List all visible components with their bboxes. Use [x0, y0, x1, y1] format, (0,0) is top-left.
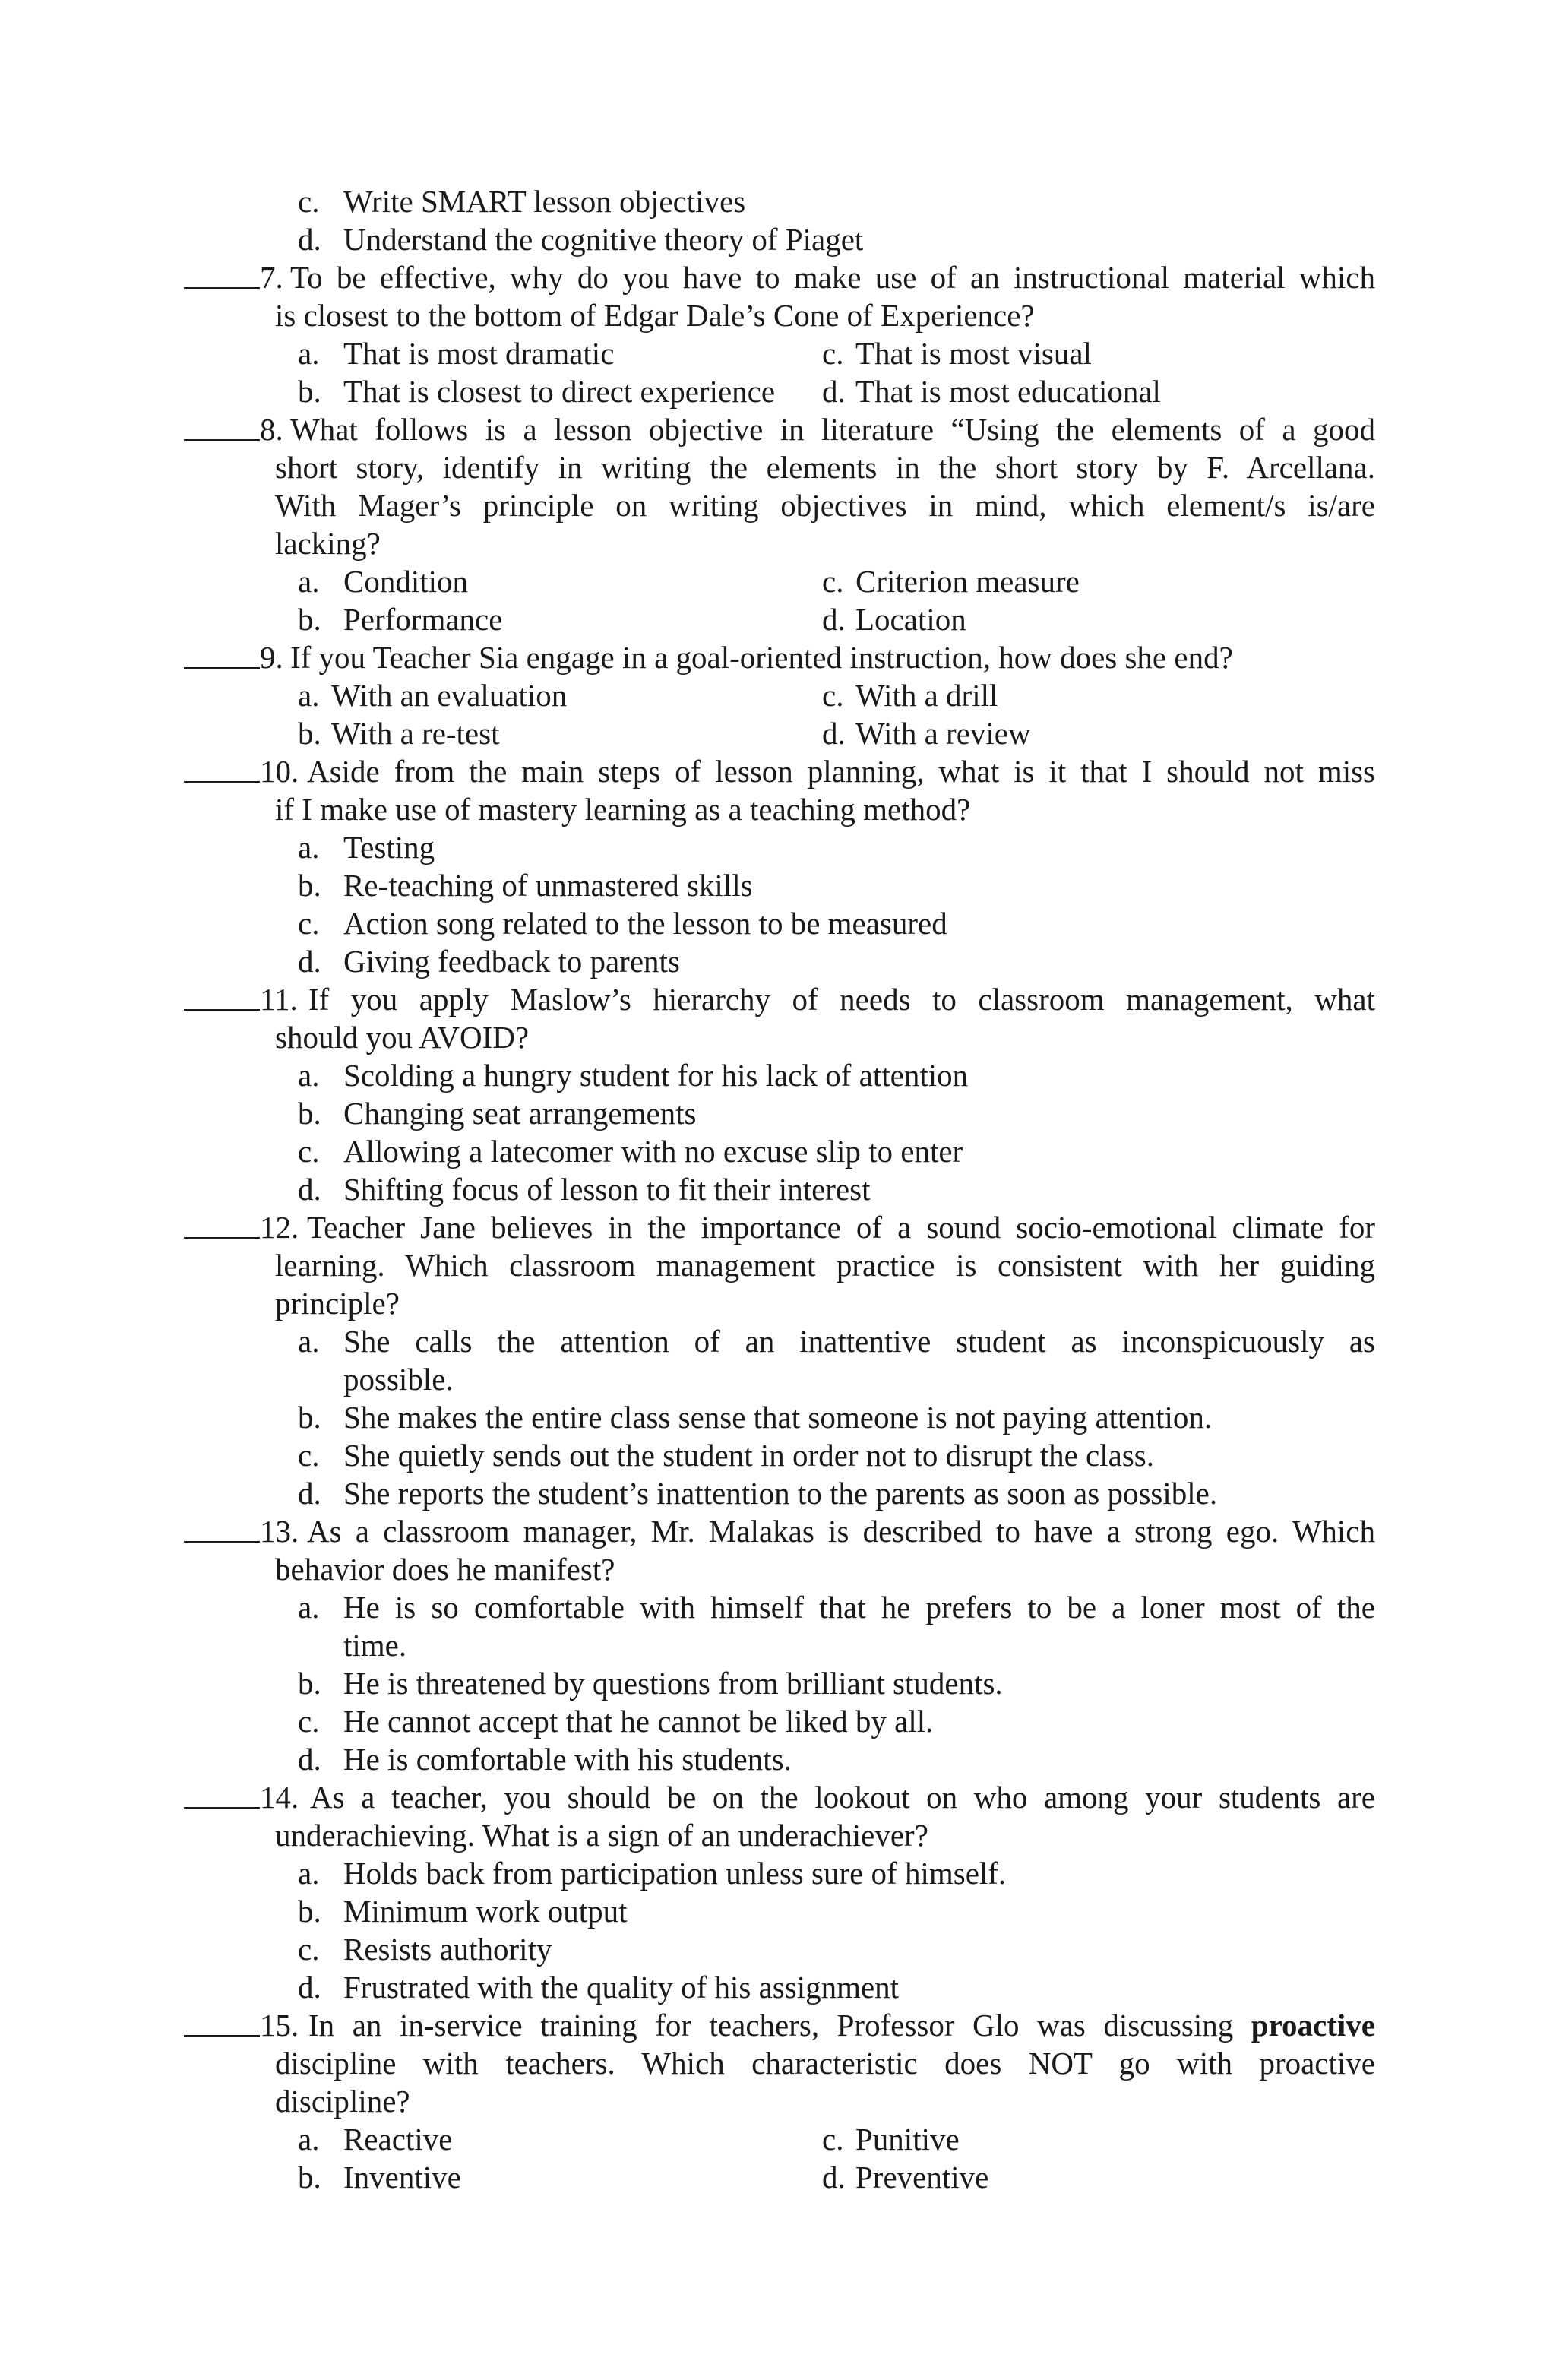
choice-text: With a drill — [855, 678, 998, 713]
choice-letter: c. — [822, 2122, 844, 2157]
choice-letter: d. — [298, 222, 321, 257]
question-8 — [0, 410, 1377, 448]
choice-letter: c. — [298, 1134, 320, 1169]
choice-letter: c. — [822, 678, 844, 713]
question-13 — [0, 1512, 1377, 1550]
question-text: Teacher Jane believes in the importance of a sound socio-emotional climate for — [307, 1210, 1375, 1245]
question-text: discipline? — [275, 2084, 410, 2119]
choice-text: Understand the cognitive theory of Piaget — [343, 222, 864, 257]
choice-letter: a. — [298, 678, 320, 713]
choice-text: Criterion measure — [855, 564, 1080, 599]
choice-letter: d. — [298, 944, 321, 979]
question-14 — [0, 1778, 1377, 1816]
choice-letter: c. — [298, 1704, 320, 1739]
question-text: behavior does he manifest? — [275, 1552, 615, 1587]
choice-letter: a. — [298, 1324, 320, 1359]
question-text: is closest to the bottom of Edgar Dale’s Cone of Experience? — [275, 298, 1035, 333]
choice-letter: c. — [298, 906, 320, 941]
question-text: What follows is a lesson objective in literature “Using the elements of a good — [290, 412, 1375, 447]
question-number: 7. — [260, 260, 283, 295]
question-15 — [0, 2006, 1377, 2044]
choice-text: Punitive — [855, 2122, 960, 2157]
choice-text: Frustrated with the quality of his assignment — [343, 1970, 900, 2005]
question-text: if I make use of mastery learning as a teaching method? — [275, 792, 971, 827]
choice-letter: d. — [822, 716, 846, 751]
question-10 — [0, 752, 1377, 790]
question-text: principle? — [275, 1286, 400, 1321]
question-text: underachieving. What is a sign of an underachiever? — [275, 1818, 928, 1853]
question-7 — [0, 258, 1377, 296]
question-text: short story, identify in writing the elements in the short story by F. Arcellana. — [275, 450, 1375, 485]
choice-text: He cannot accept that he cannot be liked by all. — [343, 1704, 934, 1739]
question-text: To be effective, why do you have to make use of an instructional material which — [290, 260, 1375, 295]
answer-blank[interactable] — [184, 1807, 260, 1809]
question-text-part: In an in-service training for teachers, Professor Glo was discussing — [308, 2008, 1234, 2043]
answer-blank[interactable] — [184, 2035, 260, 2037]
choice-text: That is most visual — [855, 336, 1092, 371]
choice-text: Shifting focus of lesson to fit their interest — [343, 1172, 871, 1207]
choice-text: Scolding a hungry student for his lack of attention — [343, 1058, 969, 1093]
choice-text: With a review — [855, 716, 1031, 751]
choice-letter: b. — [298, 2160, 321, 2195]
question-text: If you apply Maslow’s hierarchy of needs to classroom management, what — [308, 982, 1375, 1017]
choice-letter: d. — [822, 374, 846, 409]
choice-text: He is threatened by questions from brilliant students. — [343, 1666, 1003, 1701]
choice-text: possible. — [343, 1362, 454, 1397]
question-number: 14. — [260, 1780, 299, 1815]
question-text: If you Teacher Sia engage in a goal-oriented instruction, how does she end? — [290, 640, 1233, 675]
choice-text: Re-teaching of unmastered skills — [343, 868, 753, 903]
choice-text: Performance — [343, 602, 503, 637]
question-11 — [0, 980, 1377, 1018]
question-text: learning. Which classroom management practice is consistent with her guiding — [275, 1248, 1375, 1283]
choice-letter: a. — [298, 1856, 320, 1891]
choice-letter: c. — [298, 1438, 320, 1473]
choice-text: She calls the attention of an inattentive student as inconspicuously as — [343, 1324, 1375, 1359]
choice-text: Allowing a latecomer with no excuse slip to enter — [343, 1134, 963, 1169]
answer-blank[interactable] — [184, 1237, 260, 1239]
answer-blank[interactable] — [184, 439, 260, 441]
choice-text: She makes the entire class sense that someone is not paying attention. — [343, 1400, 1213, 1435]
choice-text: She quietly sends out the student in order not to disrupt the class. — [343, 1438, 1155, 1473]
answer-blank[interactable] — [184, 287, 260, 289]
question-text: With Mager’s principle on writing objectives in mind, which element/s is/are — [275, 488, 1375, 523]
choice-letter: b. — [298, 374, 321, 409]
choice-letter: b. — [298, 1096, 321, 1131]
choice-text: He is comfortable with his students. — [343, 1742, 792, 1777]
choice-letter: b. — [298, 1400, 321, 1435]
choice-letter: b. — [298, 1666, 321, 1701]
question-text: Aside from the main steps of lesson planning, what is it that I should not miss — [307, 754, 1375, 789]
choice-text: Testing — [343, 830, 435, 865]
question-text: should you AVOID? — [275, 1020, 530, 1055]
choice-letter: a. — [298, 1058, 320, 1093]
question-text: As a classroom manager, Mr. Malakas is described to have a strong ego. Which — [307, 1514, 1375, 1549]
question-number: 9. — [260, 640, 283, 675]
choice-text: Minimum work output — [343, 1894, 628, 1929]
answer-blank[interactable] — [184, 1541, 260, 1543]
answer-blank[interactable] — [184, 667, 260, 669]
question-text — [308, 2006, 1375, 2044]
choice-text: That is most educational — [855, 374, 1161, 409]
choice-text: She reports the student’s inattention to the parents as soon as possible. — [343, 1476, 1218, 1511]
emphasized-term: proactive — [1251, 2008, 1375, 2043]
choice-letter: b. — [298, 716, 321, 751]
question-number: 13. — [260, 1514, 299, 1549]
choice-letter: b. — [298, 1894, 321, 1929]
question-number: 15. — [260, 2008, 299, 2043]
choice-letter: c. — [298, 1932, 320, 1967]
choice-text: Reactive — [343, 2122, 453, 2157]
choice-letter: d. — [822, 602, 846, 637]
choice-text: That is closest to direct experience — [343, 374, 776, 409]
choice-text: That is most dramatic — [343, 336, 615, 371]
choice-letter: c. — [298, 184, 320, 219]
question-text: As a teacher, you should be on the lookout on who among your students are — [310, 1780, 1375, 1815]
question-number: 12. — [260, 1210, 299, 1245]
answer-blank[interactable] — [184, 1009, 260, 1011]
answer-blank[interactable] — [184, 781, 260, 783]
choice-text: Changing seat arrangements — [343, 1096, 697, 1131]
question-number: 8. — [260, 412, 283, 447]
choice-text: Action song related to the lesson to be measured — [343, 906, 947, 941]
question-text: lacking? — [275, 526, 381, 561]
choice-text: With an evaluation — [331, 678, 568, 713]
question-number: 10. — [260, 754, 299, 789]
choice-letter: d. — [298, 1172, 321, 1207]
choice-text: Resists authority — [343, 1932, 552, 1967]
choice-text: Location — [855, 602, 966, 637]
choice-text: Giving feedback to parents — [343, 944, 680, 979]
choice-letter: a. — [298, 336, 320, 371]
question-number: 11. — [260, 982, 298, 1017]
choice-letter: d. — [298, 1742, 321, 1777]
choice-letter: d. — [298, 1970, 321, 2005]
choice-text: Condition — [343, 564, 469, 599]
choice-text: Inventive — [343, 2160, 461, 2195]
choice-text: time. — [343, 1628, 407, 1663]
question-text: discipline with teachers. Which characteristic does NOT go with proactive — [275, 2046, 1375, 2081]
choice-letter: a. — [298, 1590, 320, 1625]
choice-letter: a. — [298, 2122, 320, 2157]
choice-text: With a re-test — [331, 716, 500, 751]
choice-letter: a. — [298, 830, 320, 865]
choice-letter: a. — [298, 564, 320, 599]
choice-letter: b. — [298, 868, 321, 903]
choice-letter: b. — [298, 602, 321, 637]
choice-letter: d. — [822, 2160, 846, 2195]
choice-text: He is so comfortable with himself that he prefers to be a loner most of the — [343, 1590, 1375, 1625]
question-12 — [0, 1208, 1377, 1246]
choice-text: Preventive — [855, 2160, 989, 2195]
choice-letter: c. — [822, 336, 844, 371]
choice-letter: c. — [822, 564, 844, 599]
choice-text: Write SMART lesson objectives — [343, 184, 746, 219]
choice-text: Holds back from participation unless sure of himself. — [343, 1856, 1007, 1891]
choice-letter: d. — [298, 1476, 321, 1511]
